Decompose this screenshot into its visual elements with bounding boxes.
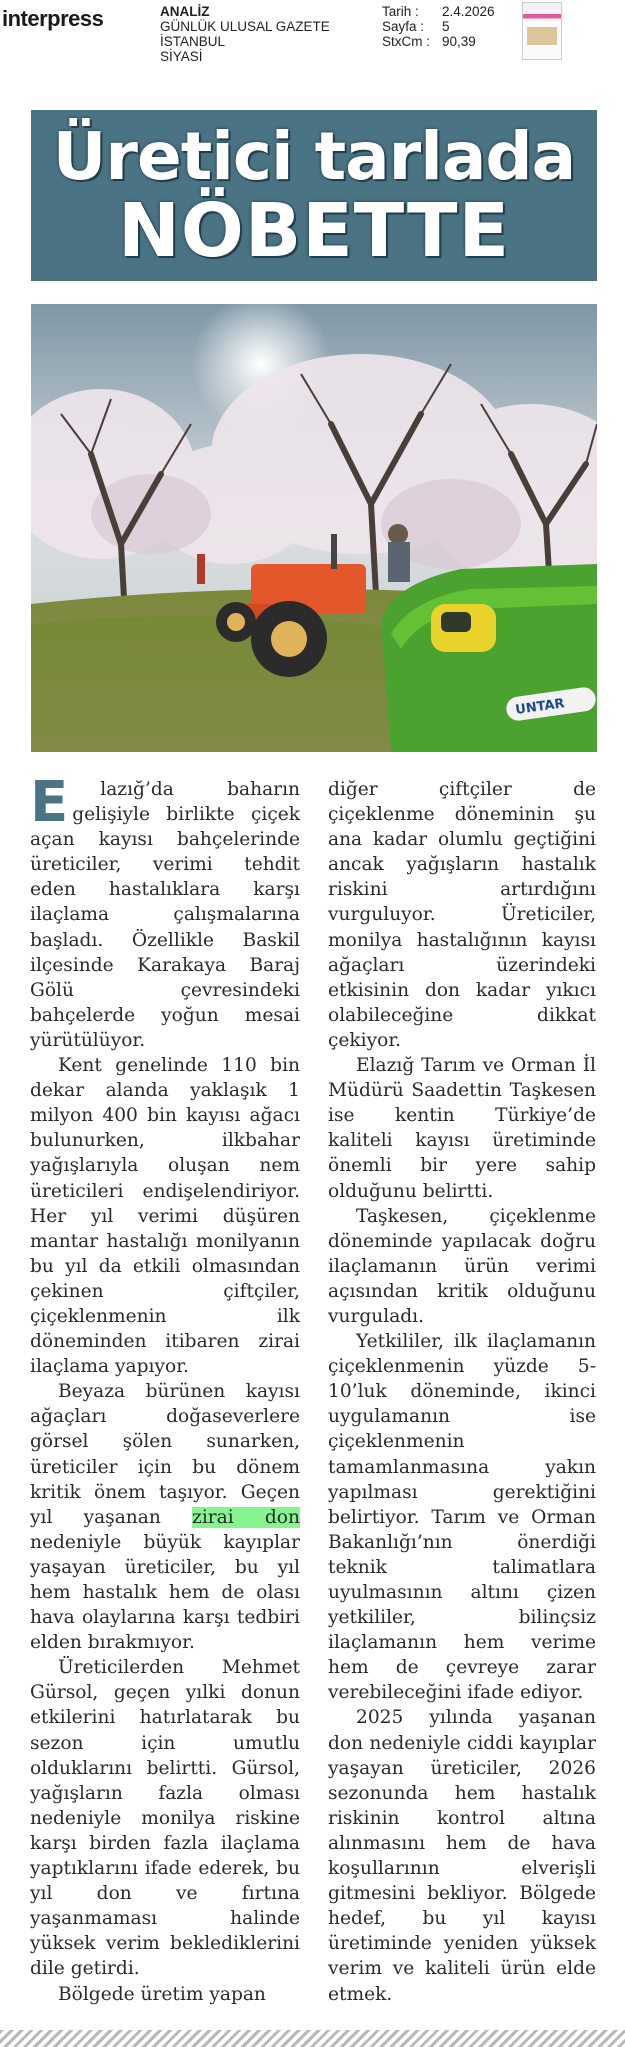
article-column-left <box>30 770 300 2007</box>
orchard-tractor-photo <box>31 304 597 752</box>
paragraph-9: Yetkililer, ilk ilaçlamanın çiçeklenmenin yüzde 5-10’luk döneminde, ikinci uygulamanın ise çiçeklenmenin tamamlanmasına yakın yapılması gerektiğini belirtiyor. Tarım ve Orman Bakanlığı’nın önerdiği teknik talimatlara uyulmasının altını çizen yetkililer, bilinçsiz ilaçlamanın hem verime hem de çevreye zarar verebileceğini ifade ediyor. <box>328 1331 596 1704</box>
paragraph-1: E lazığ’da baharın gelişiyle birlikte çiçek açan kayısı bahçelerinde üreticiler, verimi tehdit eden hastalıklara karşı ilaçlama çalışmalarına başladı. Özellikle Baskil ilçesinde Karakaya Baraj Gölü çevresindeki bahçelerde yoğun mesai yürütülüyor. <box>30 777 300 1053</box>
publication-label: GÜNLÜK ULUSAL GAZETE <box>160 19 330 34</box>
city-label: İSTANBUL <box>160 34 226 49</box>
paragraph-3: Beyaza bürünen kayısı ağaçları doğaseverlere görsel şölen sunarken, üreticiler için bu dönem kritik önem taşıyor. Geçen yıl yaşanan zirai don nedeniyle büyük kayıplar yaşayan üreticiler, bu yıl hem hastalık hem de olası hava olaylarına karşı tedbiri elden bırakmıyor. <box>30 1381 300 1654</box>
footer-stripe <box>0 2030 625 2047</box>
article-column-right <box>328 777 596 2007</box>
sprayer-brand-label: UNTAR <box>514 696 566 718</box>
headline-line-2: NÖBETTE <box>118 188 510 274</box>
section-label: ANALİZ <box>160 4 210 19</box>
headline-banner <box>31 110 597 281</box>
meta-stxcm: StxCm : 90,39 <box>382 34 476 49</box>
paragraph-7: Elazığ Tarım ve Orman İl Müdürü Saadettin Taşkesen ise kentin Türkiye’de kaliteli kayısı üretiminde önemli bir yere sahip olduğunu belirtti. <box>328 1055 596 1202</box>
paragraph-6: diğer çiftçiler de çiçeklenme döneminin şu ana kadar olumlu geçtiğini ancak yağışların hastalık riskini artırdığını vurguluyor. Üreticiler, monilya hastalığının kayısı ağaçları üzerindeki etkisinin don kadar yıkıcı olabileceğine dikkat çekiyor. <box>328 779 596 1051</box>
meta-page: Sayfa : 5 <box>382 19 450 34</box>
highlighted-term: zirai don <box>192 1506 300 1528</box>
paragraph-8: Taşkesen, çiçeklenme döneminde yapılacak doğru ilaçlamanın ürün verimi açısından kritik olduğunu vurguladı. <box>328 1205 596 1327</box>
newspaper-thumbnail <box>522 2 562 60</box>
drop-cap: E <box>30 770 69 835</box>
clipping-meta <box>382 4 495 49</box>
paragraph-2: Kent genelinde 110 bin dekar alanda yaklaşık 1 milyon 400 bin kayısı ağacı bulunurken, ilkbahar yağışlarıyla oluşan nem üreticileri endişelendiriyor. Her yıl verimi düşüren mantar hastalığı monilyanın bu yıl da etkili olmasından çekinen çiftçiler, çiçeklenmenin ilk döneminden itibaren zirai ilaçlama yapıyor. <box>30 1055 300 1378</box>
headline-line-1: Üretici tarlada <box>52 118 576 195</box>
paragraph-5: Bölgede üretim yapan <box>58 1983 266 2005</box>
publication-info <box>160 4 330 64</box>
paragraph-10: 2025 yılında yaşanan don nedeniyle ciddi kayıplar yaşayan üreticiler, 2026 sezonunda hem hastalık riskinin kontrol altına alınmasını hem de hava koşullarının elverişli gitmesini bekliyor. Bölgede hedef, bu yıl kayısı üretiminde yeniden yüksek verim ve kaliteli ürün elde etmek. <box>328 1707 596 2005</box>
meta-date: Tarih : 2.4.2026 <box>382 4 495 19</box>
interpress-logo: interpress <box>2 6 104 31</box>
category-label: SİYASİ <box>160 49 203 64</box>
paragraph-4: Üreticilerden Mehmet Gürsol, geçen yılki donun etkilerini hatırlatarak bu sezon için umutlu olduklarını belirtti. Gürsol, yağışların fazla olması nedeniyle monilya riskine karşı birden fazla ilaçlama yaptıklarını ifade ederek, bu yıl don ve fırtına yaşanmaması halinde yüksek verim beklediklerini dile getirdi. <box>30 1657 300 1980</box>
